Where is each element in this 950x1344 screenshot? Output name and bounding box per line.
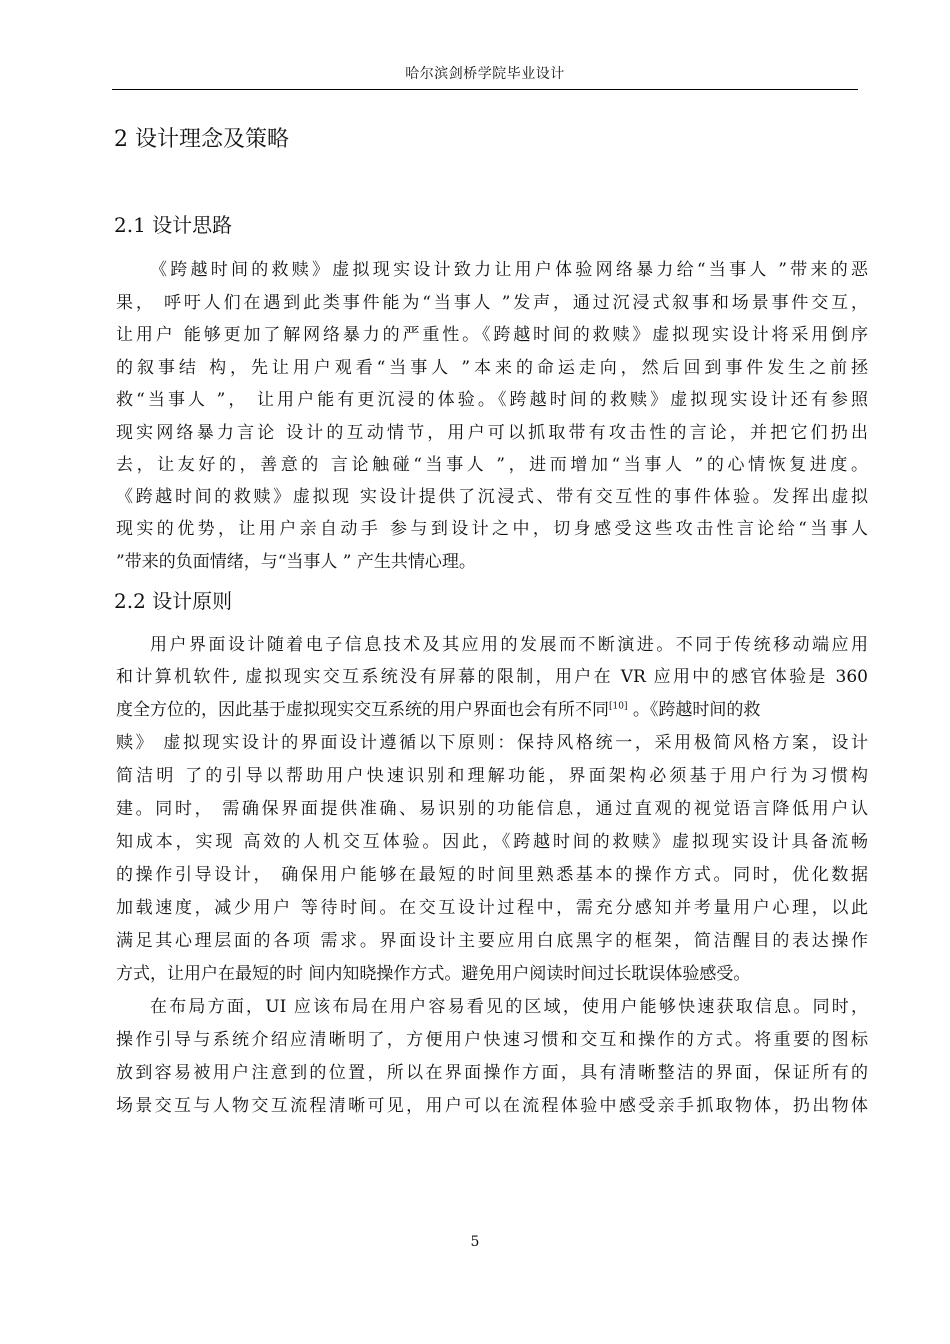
paragraph-line: 去，让友好的，善意的 言论触碰“当事人 ”，进而增加“当事人 ”的心情恢复进度。 <box>116 455 868 475</box>
paragraph-line <box>116 699 868 721</box>
chapter-title: 2 设计理念及策略 <box>114 127 289 152</box>
paragraph-line: 用户界面设计随着电子信息技术及其应用的发展而不断演进。不同于传统移动端应用 <box>150 635 868 655</box>
paragraph-line: 救“当事人 ”， 让用户能有更沉浸的体验。《跨越时间的救赎》虚拟现实设计还有参照 <box>116 390 868 410</box>
paragraph-line: ”带来的负面情绪，与“当事人 ” 产生共情心理。 <box>116 552 476 572</box>
paragraph-line: 知成本，实现 高效的人机交互体验。因此，《跨越时间的救赎》虚拟现实设计具备流畅 <box>116 832 868 852</box>
paragraph-line: 建。同时， 需确保界面提供准确、易识别的功能信息，通过直观的视觉语言降低用户认 <box>116 799 868 819</box>
paragraph-line: 果， 呼吁人们在遇到此类事件能为“当事人 ”发声，通过沉浸式叙事和场景事件交互， <box>116 293 868 313</box>
section-title-2-2: 2.2 设计原则 <box>114 589 233 613</box>
paragraph-line: 在布局方面，UI 应该布局在用户容易看见的区域，使用户能够快速获取信息。同时， <box>150 997 868 1017</box>
header-divider <box>112 89 858 90</box>
paragraph-line: 放到容易被用户注意到的位置，所以在界面操作方面，具有清晰整洁的界面，保证所有的 <box>116 1063 868 1083</box>
paragraph-line: 加载速度，减少用户 等待时间。在交互设计过程中，需充分感知并考量用户心理，以此 <box>116 898 868 918</box>
section-title-2-1: 2.1 设计思路 <box>114 213 233 237</box>
paragraph-line: 和计算机软件, 虚拟现实交互系统没有屏幕的限制，用户在 VR 应用中的感官体验是 360 <box>116 667 868 687</box>
paragraph-line: 让用户 能够更加了解网络暴力的严重性。《跨越时间的救赎》虚拟现实设计将采用倒序 <box>116 325 868 345</box>
paragraph-line-tail: 。《跨越时间的救 <box>627 700 761 720</box>
paragraph-line: 的操作引导设计， 确保用户能够在最短的时间里熟悉基本的操作方式。同时，优化数据 <box>116 865 868 885</box>
paragraph-line: 现实网络暴力言论 设计的互动情节，用户可以抓取带有攻击性的言论，并把它们扔出 <box>116 423 868 443</box>
page-number: 5 <box>470 1234 480 1250</box>
paragraph-line-text: 度全方位的，因此基于虚拟现实交互系统的用户界面也会有所不同 <box>116 700 609 720</box>
paragraph-line: 操作引导与系统介绍应清晰明了，方便用户快速习惯和交互和操作的方式。将重要的图标 <box>116 1030 868 1050</box>
citation-marker: [10] <box>609 701 628 712</box>
paragraph-line: 的叙事结 构，先让用户观看“当事人 ”本来的命运走向，然后回到事件发生之前拯 <box>116 358 868 378</box>
paragraph-line: 赎》 虚拟现实设计的界面设计遵循以下原则：保持风格统一，采用极简风格方案，设计 <box>116 733 868 753</box>
paragraph-line: 现实的优势，让用户亲自动手 参与到设计之中，切身感受这些攻击性言论给“当事人 <box>116 519 868 539</box>
paragraph-line: 《跨越时间的救赎》虚拟现实设计致力让用户体验网络暴力给“当事人 ”带来的恶 <box>150 260 868 280</box>
paragraph-line: 场景交互与人物交互流程清晰可见，用户可以在流程体验中感受亲手抓取物体，扔出物体 <box>116 1096 868 1116</box>
paragraph-line: 方式，让用户在最短的时 间内知晓操作方式。避免用户阅读时间过长耽误体验感受。 <box>116 964 751 984</box>
paragraph-line: 《跨越时间的救赎》虚拟现 实设计提供了沉浸式、带有交互性的事件体验。发挥出虚拟 <box>116 487 868 507</box>
paragraph-line: 简洁明 了的引导以帮助用户快速识别和理解功能，界面架构必须基于用户行为习惯构 <box>116 766 868 786</box>
page-header: 哈尔滨剑桥学院毕业设计 <box>405 66 565 82</box>
paragraph-line: 满足其心理层面的各项 需求。界面设计主要应用白底黑字的框架，简洁醒目的表达操作 <box>116 931 868 951</box>
